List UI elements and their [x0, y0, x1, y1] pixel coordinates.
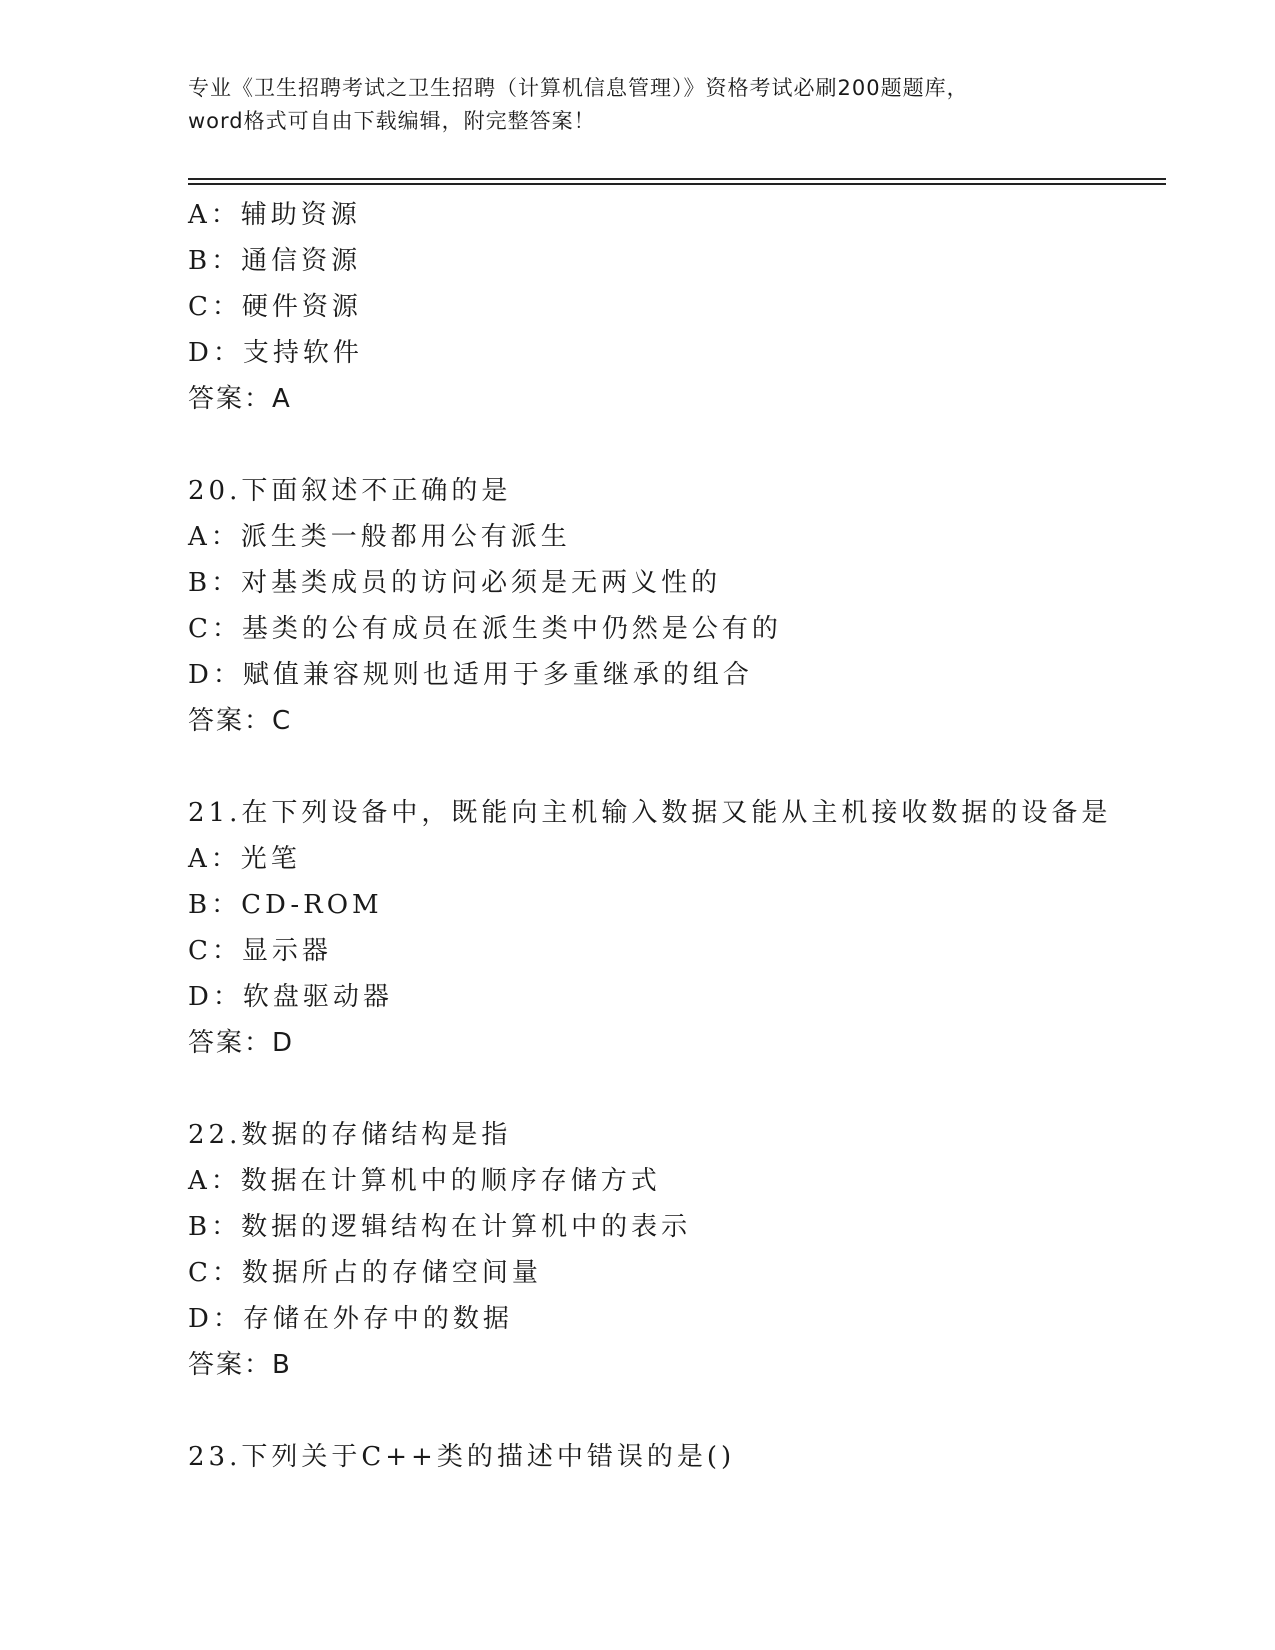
- option-d: D：支持软件: [188, 338, 363, 368]
- spacer: [188, 422, 1168, 468]
- question-list: [188, 192, 1168, 1480]
- question-text: 22.数据的存储结构是指: [188, 1120, 512, 1150]
- answer-line: 答案：C: [188, 706, 293, 736]
- option-b: B：CD-ROM: [188, 890, 383, 920]
- question-block-21: [188, 790, 1168, 1066]
- option-a: A：数据在计算机中的顺序存储方式: [188, 1166, 661, 1196]
- option-a: A：光笔: [188, 844, 301, 874]
- question-block-20: [188, 468, 1168, 744]
- document-header: [188, 72, 1088, 138]
- option-a: A：辅助资源: [188, 200, 361, 230]
- spacer: [188, 1388, 1168, 1434]
- spacer: [188, 1066, 1168, 1112]
- header-line-1: 专业《卫生招聘考试之卫生招聘（计算机信息管理）》资格考试必刷200题题库，: [188, 76, 969, 100]
- header-divider-top: [188, 178, 1166, 180]
- option-a: A：派生类一般都用公有派生: [188, 522, 571, 552]
- header-line-2: word格式可自由下载编辑，附完整答案！: [188, 109, 596, 133]
- question-block-22: [188, 1112, 1168, 1388]
- spacer: [188, 744, 1168, 790]
- header-divider-bottom: [188, 183, 1166, 185]
- option-c: C：数据所占的存储空间量: [188, 1258, 542, 1288]
- question-block-23: [188, 1434, 1168, 1480]
- answer-line: 答案：A: [188, 384, 292, 414]
- answer-line: 答案：D: [188, 1028, 295, 1058]
- question-text: 23.下列关于C++类的描述中错误的是(): [188, 1442, 736, 1472]
- option-d: D：赋值兼容规则也适用于多重继承的组合: [188, 660, 753, 690]
- option-d: D：存储在外存中的数据: [188, 1304, 513, 1334]
- answer-line: 答案：B: [188, 1350, 292, 1380]
- question-text: 20.下面叙述不正确的是: [188, 476, 512, 506]
- question-text: 21.在下列设备中，既能向主机输入数据又能从主机接收数据的设备是: [188, 798, 1112, 828]
- option-b: B：数据的逻辑结构在计算机中的表示: [188, 1212, 692, 1242]
- option-c: C：硬件资源: [188, 292, 362, 322]
- option-b: B：对基类成员的访问必须是无两义性的: [188, 568, 722, 598]
- option-c: C：基类的公有成员在派生类中仍然是公有的: [188, 614, 782, 644]
- option-d: D：软盘驱动器: [188, 982, 393, 1012]
- question-block-19: [188, 192, 1168, 422]
- option-c: C：显示器: [188, 936, 332, 966]
- option-b: B：通信资源: [188, 246, 362, 276]
